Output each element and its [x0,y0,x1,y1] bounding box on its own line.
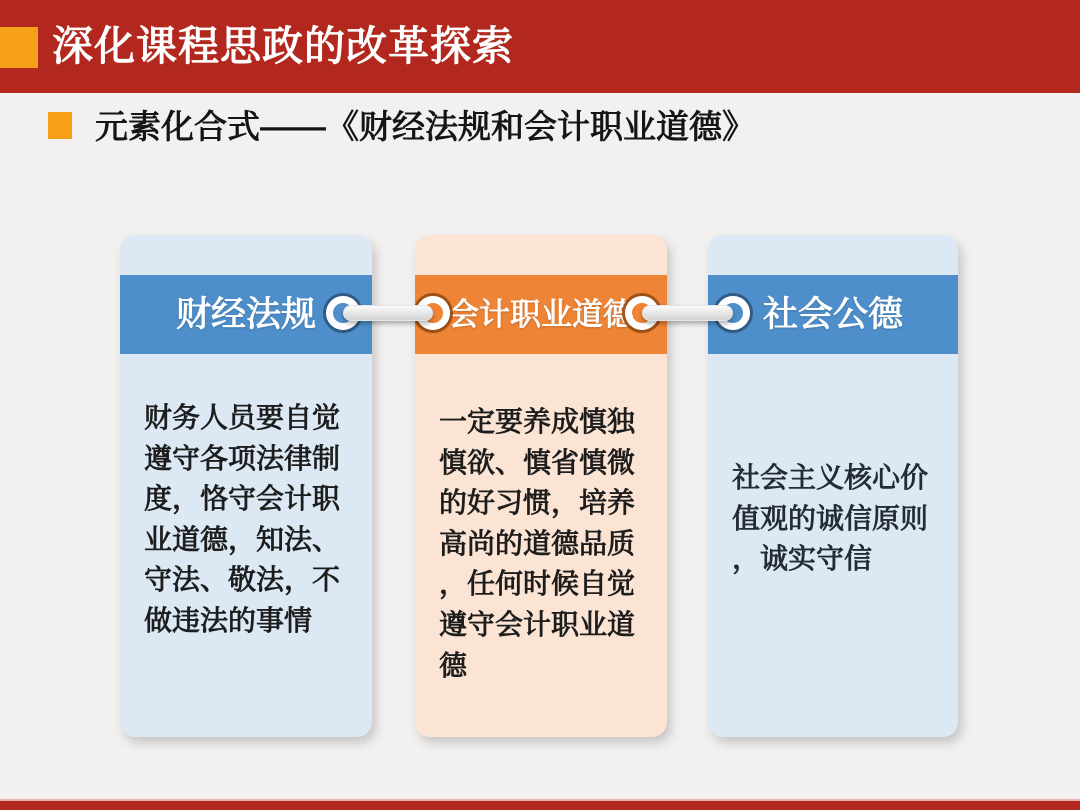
title-banner [0,0,1080,93]
subtitle-bullet-icon [48,112,72,139]
slide-subtitle: 元素化合式——《财经法规和会计职业道德》 [95,108,755,145]
connector-rod-icon [642,305,733,321]
card-accounting-ethics-header: 会计职业道德 [415,275,667,354]
card-finance-regulations-header: 财经法规 [120,275,372,354]
subtitle-row [0,104,1080,150]
title-bullet-icon [0,27,38,68]
card-accounting-ethics-body: 一定要养成慎独慎欲、慎省慎微的好习惯，培养高尚的道德品质，任何时候自觉遵守会计职业道德 [439,406,636,681]
card-social-morality-body: 社会主义核心价值观的诚信原则，诚实守信 [732,462,929,575]
card-finance-regulations-body: 财务人员要自觉遵守各项法律制度，恪守会计职业道德，知法、守法、敬法，不做违法的事情 [144,402,341,636]
connector-rod-icon [343,305,433,321]
bottom-accent-bar [0,799,1080,810]
slide-title: 深化课程思政的改革探索 [52,23,514,69]
card-social-morality-header: 社会公德 [708,275,958,354]
